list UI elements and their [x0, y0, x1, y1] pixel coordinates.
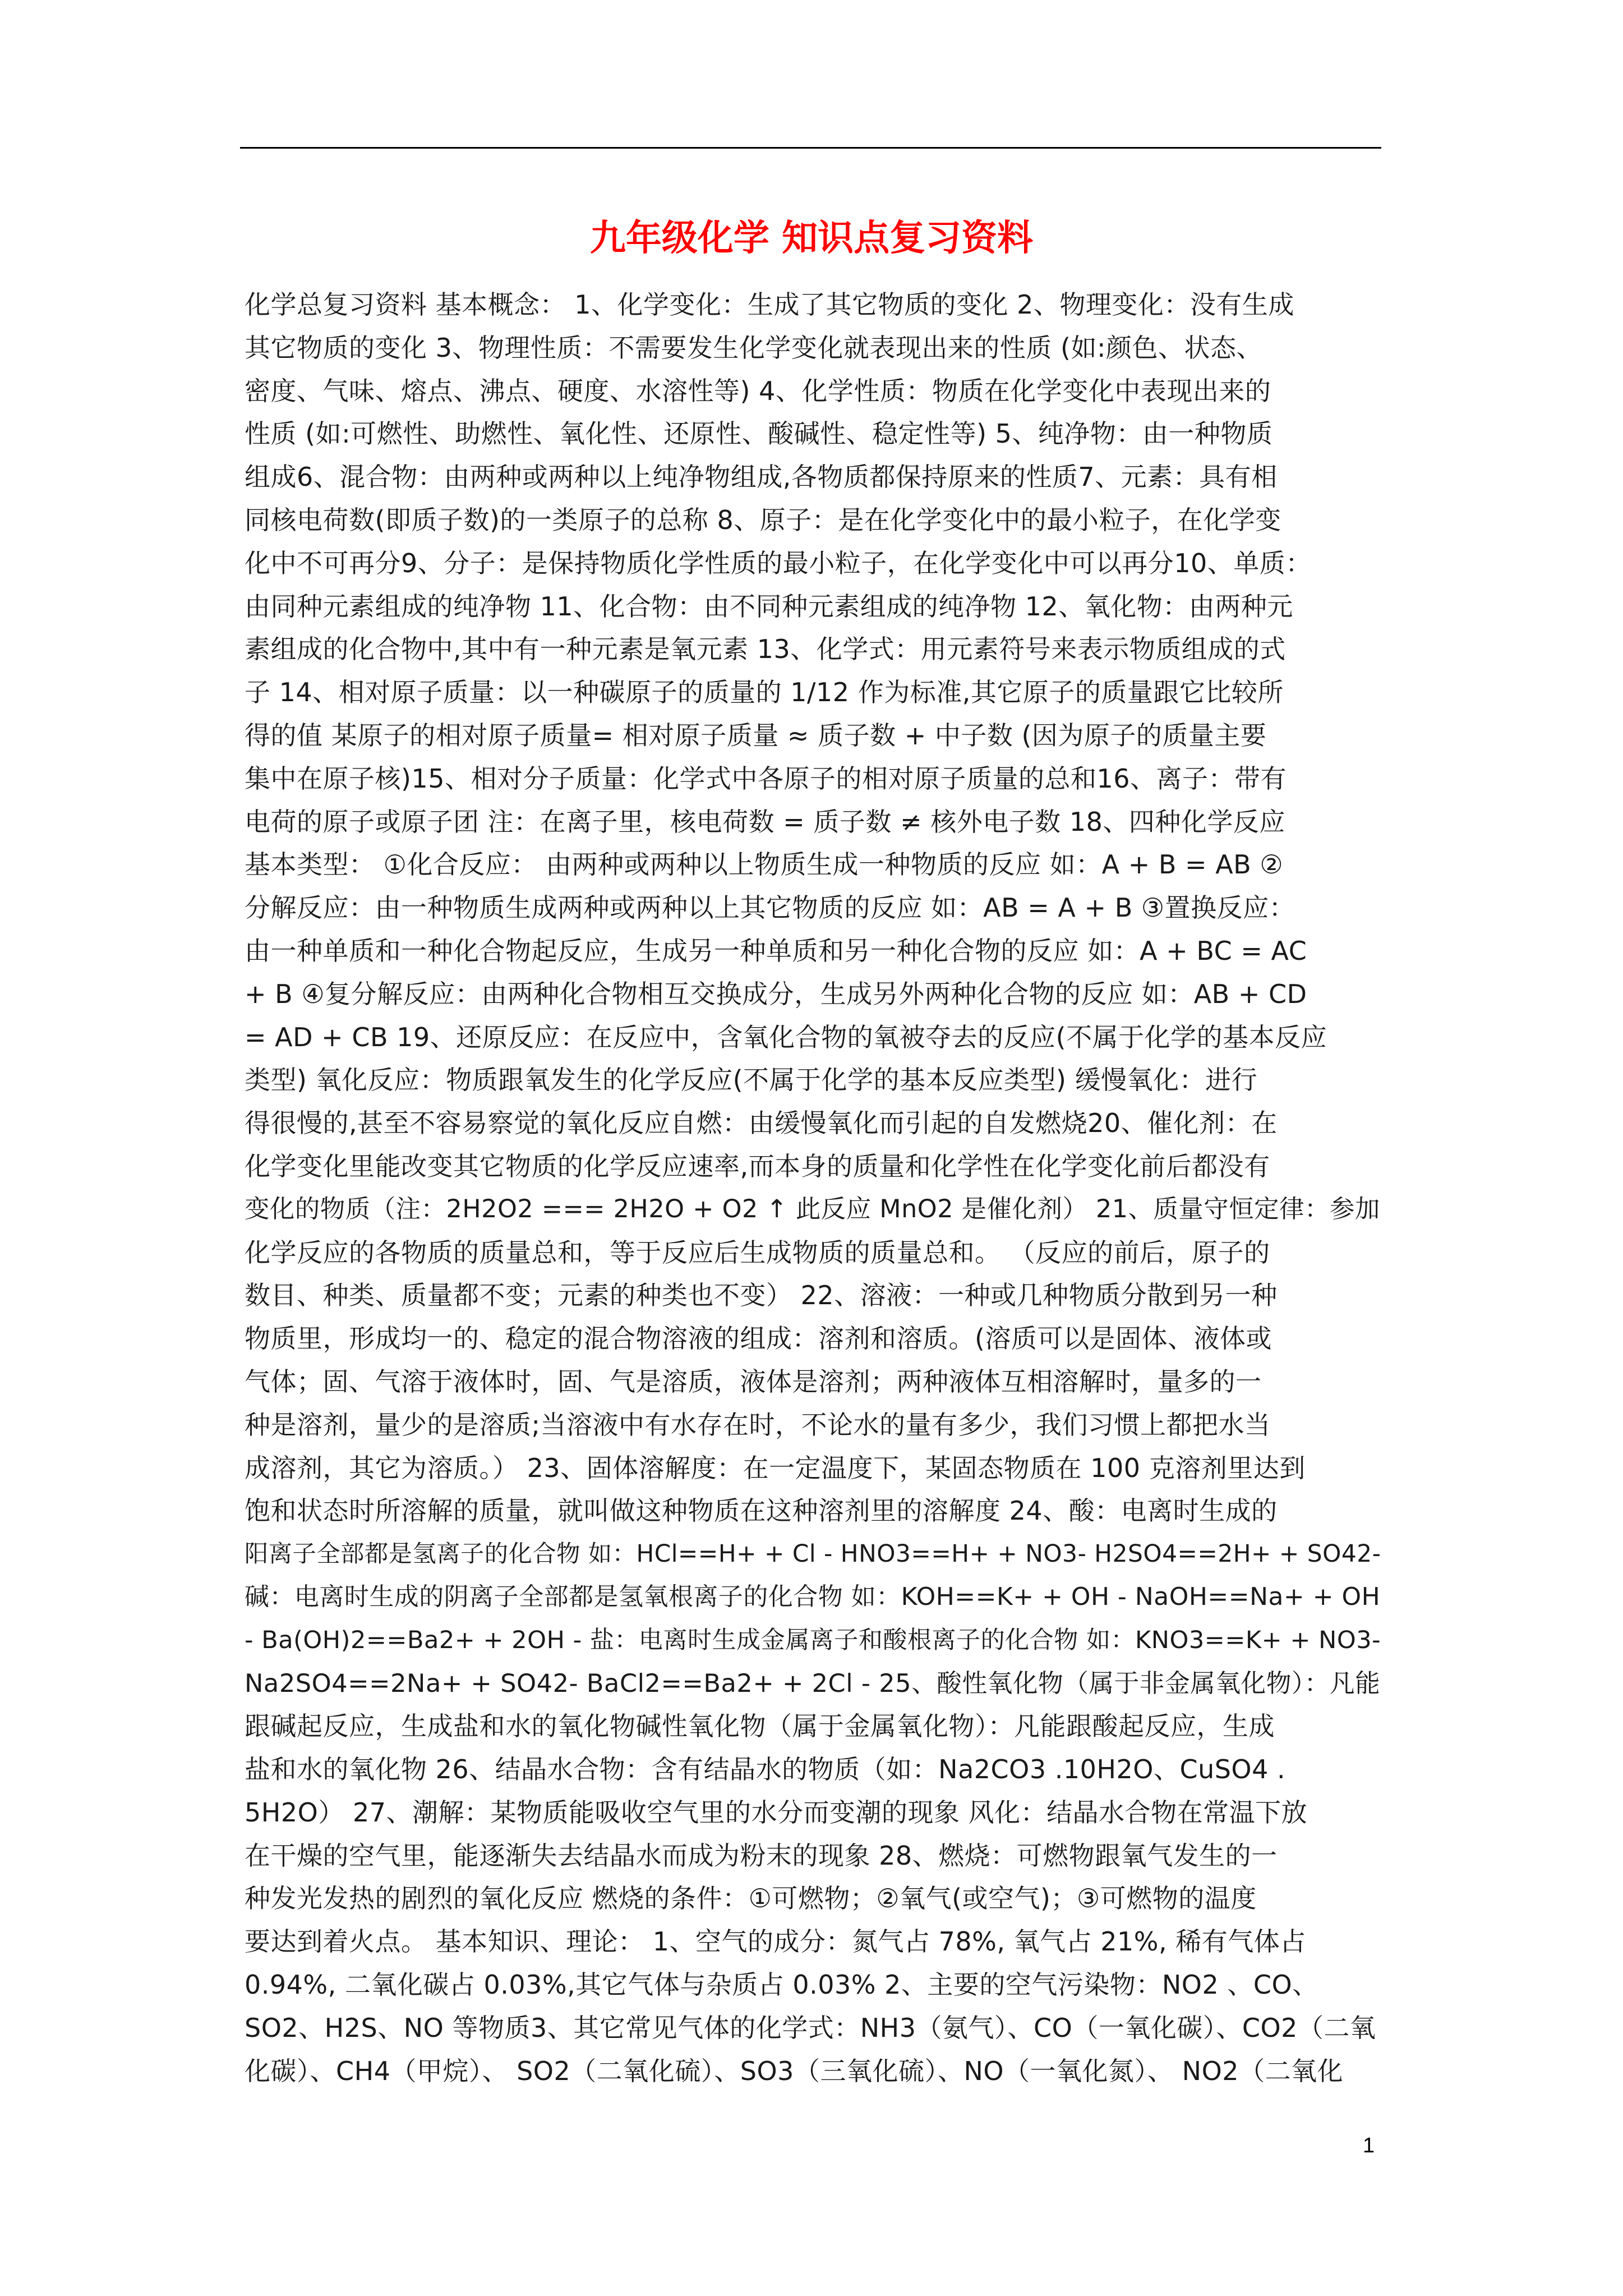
text-line: 变化的物质（注：2H2O2 === 2H2O + O2 ↑ 此反应 MnO2 是催化剂） 21、质量守恒定律：参加: [245, 1194, 1380, 1223]
text-line: 成溶剂，其它为溶质。） 23、固体溶解度：在一定温度下，某固态物质在 100 克溶剂里达到: [245, 1452, 1306, 1483]
text-line: Na2SO4==2Na+ + SO42- BaCl2==Ba2+ + 2Cl - 25、酸性氧化物（属于非金属氧化物）：凡能: [245, 1668, 1381, 1698]
text-line: 组成6、混合物：由两种或两种以上纯净物组成,各物质都保持原来的性质7、元素：具有相: [245, 462, 1278, 493]
body-text: [245, 283, 1386, 2092]
text-line: 分解反应：由一种物质生成两种或两种以上其它物质的反应 如：AB = A + B ③置换反应：: [245, 892, 1295, 923]
text-line: 盐和水的氧化物 26、结晶水合物：含有结晶水的物质（如：Na2CO3 .10H2O、CuSO4 .: [245, 1754, 1286, 1785]
text-line: 得很慢的,甚至不容易察觉的氧化反应自燃：由缓慢氧化而引起的自发燃烧20、催化剂：在: [245, 1108, 1278, 1139]
text-line: 化学总复习资料 基本概念： 1、化学变化：生成了其它物质的变化 2、物理变化：没有生成: [245, 289, 1294, 320]
text-line: 化学反应的各物质的质量总和，等于反应后生成物质的质量总和。 （反应的前后，原子的: [245, 1237, 1270, 1268]
text-line: 素组成的化合物中,其中有一种元素是氧元素 13、化学式：用元素符号来表示物质组成的式: [245, 634, 1286, 665]
text-line: 密度、气味、熔点、沸点、硬度、水溶性等) 4、化学性质：物质在化学变化中表现出来的: [245, 375, 1271, 406]
text-line: 跟碱起反应，生成盐和水的氧化物碱性氧化物（属于金属氧化物）：凡能跟酸起反应，生成: [245, 1711, 1275, 1742]
text-line: SO2、H2S、NO 等物质3、其它常见气体的化学式：NH3（氨气）、CO（一氧化碳）、CO2（二氧: [245, 2012, 1376, 2043]
text-line: 由一种单质和一种化合物起反应，生成另一种单质和另一种化合物的反应 如：A + BC = AC: [245, 935, 1307, 966]
text-line: 种发光发热的剧烈的氧化反应 燃烧的条件：①可燃物；②氧气(或空气)；③可燃物的温度: [245, 1883, 1257, 1914]
text-line: 同核电荷数(即质子数)的一类原子的总称 8、原子：是在化学变化中的最小粒子，在化学变: [245, 504, 1281, 535]
text-line: 化碳）、CH4（甲烷）、 SO2（二氧化硫）、SO3（三氧化硫）、NO（一氧化氮）、 NO2（二氧化: [245, 2055, 1344, 2086]
text-line: 要达到着火点。 基本知识、理论： 1、空气的成分：氮气占 78%, 氧气占 21%, 稀有气体占: [245, 1926, 1306, 1957]
text-line: 电荷的原子或原子团 注：在离子里，核电荷数 = 质子数 ≠ 核外电子数 18、四种化学反应: [245, 806, 1285, 837]
text-line: 物质里，形成均一的、稳定的混合物溶液的组成：溶剂和溶质。(溶质可以是固体、液体或: [245, 1323, 1272, 1354]
text-line: 化学变化里能改变其它物质的化学反应速率,而本身的质量和化学性在化学变化前后都没有: [245, 1151, 1270, 1181]
header-rule: [240, 147, 1381, 149]
document-title: 九年级化学 知识点复习资料: [589, 217, 1034, 259]
text-line: 由同种元素组成的纯净物 11、化合物：由不同种元素组成的纯净物 12、氧化物：由两种元: [245, 591, 1293, 622]
text-line: 种是溶剂，量少的是溶质;当溶液中有水存在时，不论水的量有多少，我们习惯上都把水当: [245, 1409, 1271, 1440]
text-line: 性质 (如:可燃性、助燃性、氧化性、还原性、酸碱性、稳定性等) 5、纯净物：由一种物质: [245, 418, 1273, 449]
text-line: 类型) 氧化反应：物质跟氧发生的化学反应(不属于化学的基本反应类型) 缓慢氧化：进行: [245, 1065, 1258, 1096]
text-line: 其它物质的变化 3、物理性质：不需要发生化学变化就表现出来的性质 (如:颜色、状态、: [245, 332, 1262, 363]
page-number: 1: [1363, 2134, 1375, 2157]
text-line: 阳离子全部都是氢离子的化合物 如：HCl==H+ + Cl - HNO3==H+ + NO3- H2SO4==2H+ + SO42-: [245, 1540, 1381, 1568]
text-line: 集中在原子核)15、相对分子质量：化学式中各原子的相对原子质量的总和16、离子：带有: [245, 763, 1287, 794]
text-line: 在干燥的空气里，能逐渐失去结晶水而成为粉末的现象 28、燃烧：可燃物跟氧气发生的一: [245, 1840, 1278, 1871]
text-line: 得的值 某原子的相对原子质量= 相对原子质量 ≈ 质子数 + 中子数 (因为原子的质量主要: [245, 720, 1267, 751]
text-line: = AD + CB 19、还原反应：在反应中，含氧化合物的氧被夺去的反应(不属于化学的基本反应: [245, 1022, 1327, 1052]
text-line: 数目、种类、质量都不变；元素的种类也不变） 22、溶液：一种或几种物质分散到另一种: [245, 1280, 1278, 1311]
text-line: - Ba(OH)2==Ba2+ + 2OH - 盐：电离时生成金属离子和酸根离子的化合物 如：KNO3==K+ + NO3-: [245, 1626, 1381, 1654]
text-line: 碱：电离时生成的阴离子全部都是氢氧根离子的化合物 如：KOH==K+ + OH - NaOH==Na+ + OH: [245, 1582, 1381, 1611]
text-line: 饱和状态时所溶解的质量，就叫做这种物质在这种溶剂里的溶解度 24、酸：电离时生成的: [245, 1496, 1278, 1526]
text-line: + B ④复分解反应：由两种化合物相互交换成分，生成另外两种化合物的反应 如：AB + CD: [245, 978, 1307, 1009]
text-line: 气体；固、气溶于液体时，固、气是溶质，液体是溶剂；两种液体互相溶解时，量多的一: [245, 1366, 1262, 1397]
text-line: 基本类型： ①化合反应： 由两种或两种以上物质生成一种物质的反应 如：A + B = AB ②: [245, 849, 1284, 880]
text-line: 子 14、相对原子质量：以一种碳原子的质量的 1/12 作为标准,其它原子的质量跟它比较所: [245, 677, 1284, 708]
text-line: 化中不可再分9、分子：是保持物质化学性质的最小粒子，在化学变化中可以再分10、单质：: [245, 547, 1312, 578]
text-line: 0.94%, 二氧化碳占 0.03%,其它气体与杂质占 0.03% 2、主要的空气污染物：NO2 、CO、: [245, 1970, 1318, 2000]
text-line: 5H2O） 27、潮解：某物质能吸收空气里的水分而变潮的现象 风化：结晶水合物在常温下放: [245, 1797, 1308, 1828]
